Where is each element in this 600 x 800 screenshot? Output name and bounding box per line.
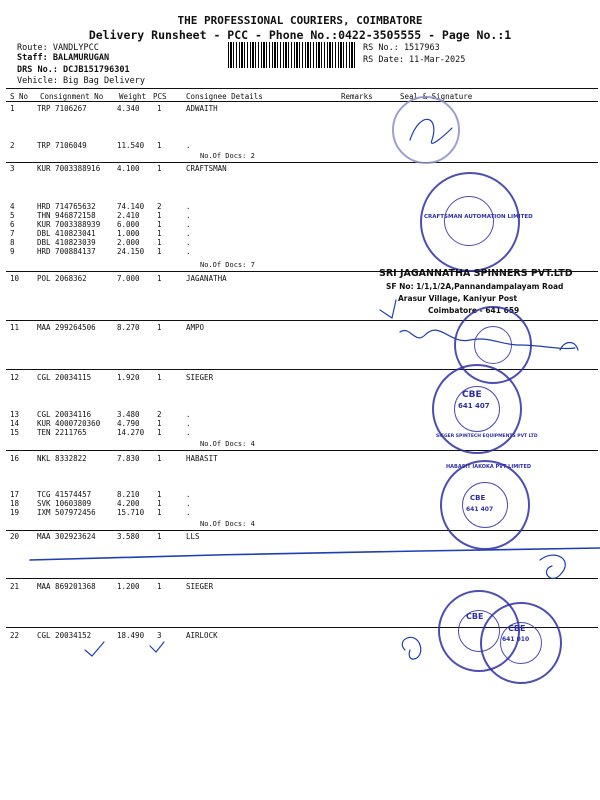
col-consignment: Consignment No (40, 92, 104, 101)
row-pcs: 1 (157, 373, 162, 382)
row-weight: 18.490 (117, 631, 145, 640)
airlock-cbe: CBE (508, 624, 526, 633)
airlock-pin: 641 010 (502, 636, 530, 643)
row-sno: 15 (10, 428, 20, 437)
row-sno: 13 (10, 410, 20, 419)
row-sno: 9 (10, 247, 15, 256)
header-bottom-rule (6, 101, 598, 102)
row-consignee: AIRLOCK (186, 631, 218, 640)
row-consignment-no: DBL 410823041 (37, 229, 96, 238)
rs-number: RS No.: 1517963 (363, 43, 440, 53)
row-sno: 14 (10, 419, 20, 428)
row-sno: 7 (10, 229, 15, 238)
row-weight: 8.210 (117, 490, 140, 499)
row-consignee: . (186, 490, 191, 499)
row-consignee: JAGANATHA (186, 274, 227, 283)
habasit-cbe: CBE (470, 494, 486, 502)
row-pcs: 1 (157, 164, 162, 173)
row-consignment-no: MAA 869201368 (37, 582, 96, 591)
table-top-rule (6, 88, 598, 89)
docs-count: No.Of Docs: 4 (200, 440, 255, 448)
jagannatha-seal-addr2: Arasur Village, Kaniyur Post (398, 294, 518, 303)
row-weight: 8.270 (117, 323, 140, 332)
row-sno: 8 (10, 238, 15, 247)
row-consignment-no: HRD 714765632 (37, 202, 96, 211)
habasit-seal (440, 460, 530, 550)
row-weight: 1.000 (117, 229, 140, 238)
row-sno: 17 (10, 490, 20, 499)
row-sno: 10 (10, 274, 20, 283)
group-divider (6, 450, 598, 451)
row-consignee: . (186, 508, 191, 517)
jagannatha-seal-addr3: Coimbatore - 641 659 (428, 306, 520, 315)
row-pcs: 2 (157, 202, 162, 211)
row-consignee: SIEGER (186, 582, 214, 591)
row-consignment-no: SVK 10603809 (37, 499, 92, 508)
row-pcs: 1 (157, 499, 162, 508)
row-consignment-no: CGL 20034116 (37, 410, 92, 419)
row-pcs: 1 (157, 238, 162, 247)
sieger-pin: 641 407 (458, 402, 490, 410)
row-consignment-no: MAA 302923624 (37, 532, 96, 541)
row-consignment-no: TCG 41574457 (37, 490, 92, 499)
row-sno: 2 (10, 141, 15, 150)
row-pcs: 1 (157, 247, 162, 256)
row-sno: 22 (10, 631, 20, 640)
col-consignee: Consignee Details (186, 92, 263, 101)
row-pcs: 1 (157, 428, 162, 437)
row-pcs: 1 (157, 323, 162, 332)
habasit-pin: 641 407 (466, 506, 494, 513)
row-consignment-no: HRD 700884137 (37, 247, 96, 256)
runsheet-title: Delivery Runsheet - PCC - Phone No.:0422-3505555 - Page No.:1 (88, 28, 512, 42)
row-consignment-no: DBL 410823039 (37, 238, 96, 247)
row-pcs: 1 (157, 211, 162, 220)
row-consignment-no: TRP 7106267 (37, 104, 87, 113)
row-pcs: 1 (157, 220, 162, 229)
row-pcs: 1 (157, 532, 162, 541)
row-pcs: 1 (157, 141, 162, 150)
row-sno: 3 (10, 164, 15, 173)
staff-label: Staff: BALAMURUGAN (17, 53, 110, 63)
col-sno: S No (10, 92, 29, 101)
row-pcs: 1 (157, 582, 162, 591)
row-consignee: HABASIT (186, 454, 218, 463)
row-weight: 1.200 (117, 582, 140, 591)
row-consignee: LLS (186, 532, 200, 541)
row-weight: 1.920 (117, 373, 140, 382)
row-consignee: . (186, 211, 191, 220)
row-consignee: AMPO (186, 323, 205, 332)
row-sno: 11 (10, 323, 20, 332)
row-sno: 4 (10, 202, 15, 211)
row-sno: 12 (10, 373, 20, 382)
row-consignee: . (186, 229, 191, 238)
row-consignee: CRAFTSMAN (186, 164, 227, 173)
row-consignee: ADWAITH (186, 104, 218, 113)
row-sno: 20 (10, 532, 20, 541)
row-consignment-no: KUR 4000720360 (37, 419, 101, 428)
row-pcs: 1 (157, 274, 162, 283)
col-pcs: PCS (153, 92, 167, 101)
sieger-cbe: CBE (462, 390, 482, 400)
craftsman-seal-text: CRAFTSMAN AUTOMATION LIMITED (424, 214, 533, 220)
row-weight: 2.410 (117, 211, 140, 220)
row-weight: 7.830 (117, 454, 140, 463)
row-consignment-no: TEN 2211765 (37, 428, 87, 437)
row-consignee: . (186, 499, 191, 508)
docs-count: No.Of Docs: 7 (200, 261, 255, 269)
row-consignee: . (186, 428, 191, 437)
row-consignee: . (186, 220, 191, 229)
drs-number: DRS No.: DCJB151796301 (17, 65, 130, 75)
row-consignment-no: POL 2068362 (37, 274, 87, 283)
row-sno: 16 (10, 454, 20, 463)
row-pcs: 1 (157, 419, 162, 428)
row-consignee: . (186, 141, 191, 150)
col-remarks: Remarks (341, 92, 373, 101)
row-weight: 11.540 (117, 141, 145, 150)
barcode-image (228, 42, 356, 68)
row-consignee: . (186, 202, 191, 211)
airlock-seal (480, 602, 562, 684)
sieger-seal-text: SIEGER SPINTECH EQUIPMENTS PVT LTD (436, 434, 538, 439)
sieger2-cbe: CBE (466, 612, 484, 621)
row-weight: 3.480 (117, 410, 140, 419)
row-pcs: 1 (157, 454, 162, 463)
row-pcs: 1 (157, 104, 162, 113)
craftsman-seal (420, 172, 533, 272)
row-sno: 6 (10, 220, 15, 229)
row-weight: 2.000 (117, 238, 140, 247)
row-sno: 5 (10, 211, 15, 220)
row-consignee: . (186, 238, 191, 247)
group-divider (6, 162, 598, 163)
row-pcs: 3 (157, 631, 162, 640)
row-sno: 18 (10, 499, 20, 508)
company-title: THE PROFESSIONAL COURIERS, COIMBATORE (177, 14, 423, 27)
row-consignee: . (186, 247, 191, 256)
row-consignment-no: KUR 7003388916 (37, 164, 101, 173)
row-consignee: . (186, 410, 191, 419)
row-weight: 74.140 (117, 202, 145, 211)
col-weight: Weight (119, 92, 147, 101)
row-pcs: 1 (157, 229, 162, 238)
row-consignment-no: MAA 299264506 (37, 323, 96, 332)
row-weight: 14.270 (117, 428, 145, 437)
rs-date: RS Date: 11-Mar-2025 (363, 55, 466, 65)
jagannatha-seal-name: SRI JAGANNATHA SPINNERS PVT.LTD (379, 268, 573, 279)
route-label: Route: VANDLYPCC (17, 43, 99, 53)
row-consignment-no: KUR 7003388939 (37, 220, 101, 229)
row-consignment-no: NKL 8332822 (37, 454, 87, 463)
row-pcs: 1 (157, 490, 162, 499)
row-weight: 4.200 (117, 499, 140, 508)
row-weight: 24.150 (117, 247, 145, 256)
habasit-seal-text: HABASIT IAKOKA PVT LIMITED (446, 464, 532, 470)
docs-count: No.Of Docs: 4 (200, 520, 255, 528)
row-consignment-no: THN 946872158 (37, 211, 96, 220)
row-weight: 6.000 (117, 220, 140, 229)
row-weight: 4.340 (117, 104, 140, 113)
docs-count: No.Of Docs: 2 (200, 152, 255, 160)
col-seal: Seal & Signature (400, 92, 473, 101)
vehicle-label: Vehicle: Big Bag Delivery (17, 76, 145, 86)
row-weight: 7.000 (117, 274, 140, 283)
row-weight: 4.100 (117, 164, 140, 173)
row-sno: 21 (10, 582, 20, 591)
row-weight: 4.790 (117, 419, 140, 428)
company-seal (392, 96, 460, 164)
row-consignee: SIEGER (186, 373, 214, 382)
row-pcs: 2 (157, 410, 162, 419)
row-consignment-no: CGL 20034115 (37, 373, 92, 382)
jagannatha-seal-addr1: SF No: 1/1,1/2A,Pannandampalayam Road (386, 282, 564, 291)
row-consignment-no: IXM 507972456 (37, 508, 96, 517)
row-consignment-no: TRP 7106049 (37, 141, 87, 150)
row-pcs: 1 (157, 508, 162, 517)
row-weight: 3.580 (117, 532, 140, 541)
row-weight: 15.710 (117, 508, 145, 517)
group-divider (6, 578, 598, 579)
row-consignee: . (186, 419, 191, 428)
row-consignment-no: CGL 20034152 (37, 631, 92, 640)
row-sno: 19 (10, 508, 20, 517)
row-sno: 1 (10, 104, 15, 113)
